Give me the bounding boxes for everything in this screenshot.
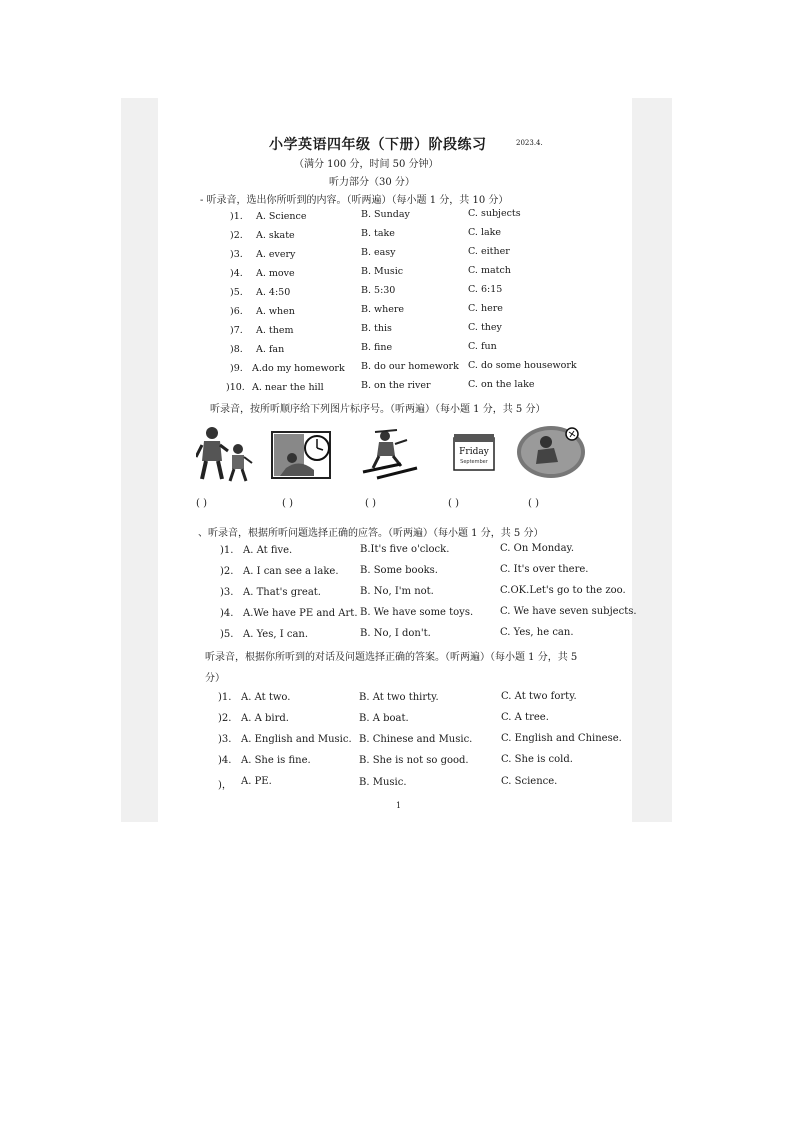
option-b: B. Sunday [361, 209, 410, 220]
option-c: C. match [468, 265, 511, 276]
option-b: B. 5:30 [361, 285, 396, 296]
option-c: C. either [468, 246, 510, 257]
option-c: C. they [468, 322, 502, 333]
question-number: )5. [220, 629, 234, 640]
question-number: )5. [230, 287, 243, 298]
section4-heading: 听录音，根据你所听到的对话及问题选择正确的答案。（听两遍）（每小题 1 分，共 5 [205, 652, 578, 663]
option-b: B. No, I don't. [360, 628, 431, 639]
option-a: A. At two. [241, 692, 291, 703]
option-a: A.do my homework [252, 363, 345, 374]
option-b: B. on the river [361, 380, 431, 391]
option-c: C. subjects [468, 208, 521, 219]
option-a: A. move [256, 268, 295, 279]
option-b: B.It's five o'clock. [360, 544, 450, 555]
question-number: )1. [220, 545, 234, 556]
option-c: C. It's over there. [500, 564, 589, 575]
option-a: A. when [256, 306, 295, 317]
option-b: B. Music [361, 266, 404, 277]
option-b: B. Music. [359, 777, 407, 788]
option-c: C. At two forty. [501, 691, 577, 702]
option-a: A. skate [256, 230, 295, 241]
option-c: C. She is cold. [501, 754, 573, 765]
question-number: )2. [230, 230, 243, 241]
option-b: B. A boat. [359, 713, 409, 724]
subtitle: （满分 100 分，时间 50 分钟） [294, 159, 439, 170]
option-b: B. fine [361, 342, 393, 353]
question-number: )4. [230, 268, 243, 279]
option-b: B. At two thirty. [359, 692, 439, 703]
date-label: 2023.4. [516, 139, 543, 147]
option-c: C. lake [468, 227, 502, 238]
page-number: 1 [396, 801, 402, 810]
question-number: )1. [230, 211, 243, 222]
option-b: B. easy [361, 247, 396, 258]
option-c: C.OK.Let's go to the zoo. [500, 585, 626, 596]
option-b: B. Some books. [360, 565, 438, 576]
option-a: A.We have PE and Art. [243, 608, 358, 619]
answer-blank-4[interactable]: ( ) [448, 498, 459, 509]
option-a: A. She is fine. [241, 755, 311, 766]
option-c: C. here [468, 303, 503, 314]
option-c: C. English and Chinese. [501, 733, 622, 744]
calendar-picture [452, 432, 498, 474]
option-b: B. We have some toys. [360, 607, 474, 618]
answer-blank-1[interactable]: ( ) [196, 498, 207, 509]
option-a: A. English and Music. [241, 734, 352, 745]
option-a: A. I can see a lake. [243, 566, 339, 577]
option-a: A. near the hill [252, 382, 324, 393]
question-number: )， [218, 780, 232, 791]
skiing-picture [361, 428, 419, 480]
option-a: A. every [256, 249, 296, 260]
football-picture [516, 422, 586, 480]
question-number: )7. [230, 325, 243, 336]
option-a: A. Yes, I can. [243, 629, 309, 640]
option-a: A. PE. [241, 776, 272, 787]
option-c: C. We have seven subjects. [500, 606, 637, 617]
option-a: A. A bird. [241, 713, 289, 724]
question-number: )4. [218, 755, 232, 766]
option-b: B. She is not so good. [359, 755, 469, 766]
option-c: C. A tree. [501, 712, 549, 723]
question-number: )8. [230, 344, 243, 355]
option-b: B. No, I'm not. [360, 586, 434, 597]
worksheet-page [158, 98, 637, 822]
option-b: B. do our homework [361, 361, 459, 372]
option-b: B. where [361, 304, 405, 315]
option-c: C. on the lake [468, 379, 535, 390]
question-number: )3. [218, 734, 232, 745]
answer-blank-2[interactable]: ( ) [282, 498, 293, 509]
part-label: 听力部分（30 分） [329, 177, 415, 188]
scan-margin-right [632, 98, 672, 822]
question-number: )3. [230, 249, 243, 260]
page-title: 小学英语四年级（下册）阶段练习 [269, 137, 487, 153]
calendar-day-text: Friday [459, 447, 489, 457]
clock-picture [270, 428, 334, 482]
option-a: A. That's great. [243, 587, 321, 598]
option-a: A. them [256, 325, 294, 336]
question-number: )3. [220, 587, 234, 598]
question-number: )9. [230, 363, 243, 374]
option-a: A. At five. [243, 545, 293, 556]
section4-heading-continued: 分） [205, 673, 225, 684]
section1-heading: - 听录音，选出你所听到的内容。（听两遍）（每小题 1 分，共 10 分） [200, 195, 509, 206]
option-b: B. take [361, 228, 395, 239]
option-a: A. fan [256, 344, 285, 355]
option-b: B. this [361, 323, 392, 334]
question-number: )6. [230, 306, 243, 317]
option-c: C. On Monday. [500, 543, 575, 554]
question-number: )4. [220, 608, 234, 619]
option-c: C. Science. [501, 776, 558, 787]
option-c: C. 6:15 [468, 284, 503, 295]
question-number: )2. [218, 713, 232, 724]
option-c: C. do some housework [468, 360, 577, 371]
option-a: A. Science [256, 211, 307, 222]
answer-blank-5[interactable]: ( ) [528, 498, 539, 509]
option-b: B. Chinese and Music. [359, 734, 473, 745]
section3-heading: 、听录音，根据所听问题选择正确的应答。（听两遍）（每小题 1 分，共 5 分） [198, 528, 544, 539]
option-a: A. 4:50 [256, 287, 291, 298]
question-number: )10. [226, 382, 245, 393]
scan-margin-left [121, 98, 158, 822]
option-c: C. fun [468, 341, 497, 352]
people-walking-picture [196, 425, 254, 483]
section2-heading: 听录音，按所听顺序给下列图片标序号。（听两遍）（每小题 1 分，共 5 分） [210, 404, 546, 415]
option-c: C. Yes, he can. [500, 627, 574, 638]
answer-blank-3[interactable]: ( ) [365, 498, 376, 509]
question-number: )2. [220, 566, 234, 577]
question-number: )1. [218, 692, 232, 703]
calendar-month-text: September [460, 459, 488, 465]
